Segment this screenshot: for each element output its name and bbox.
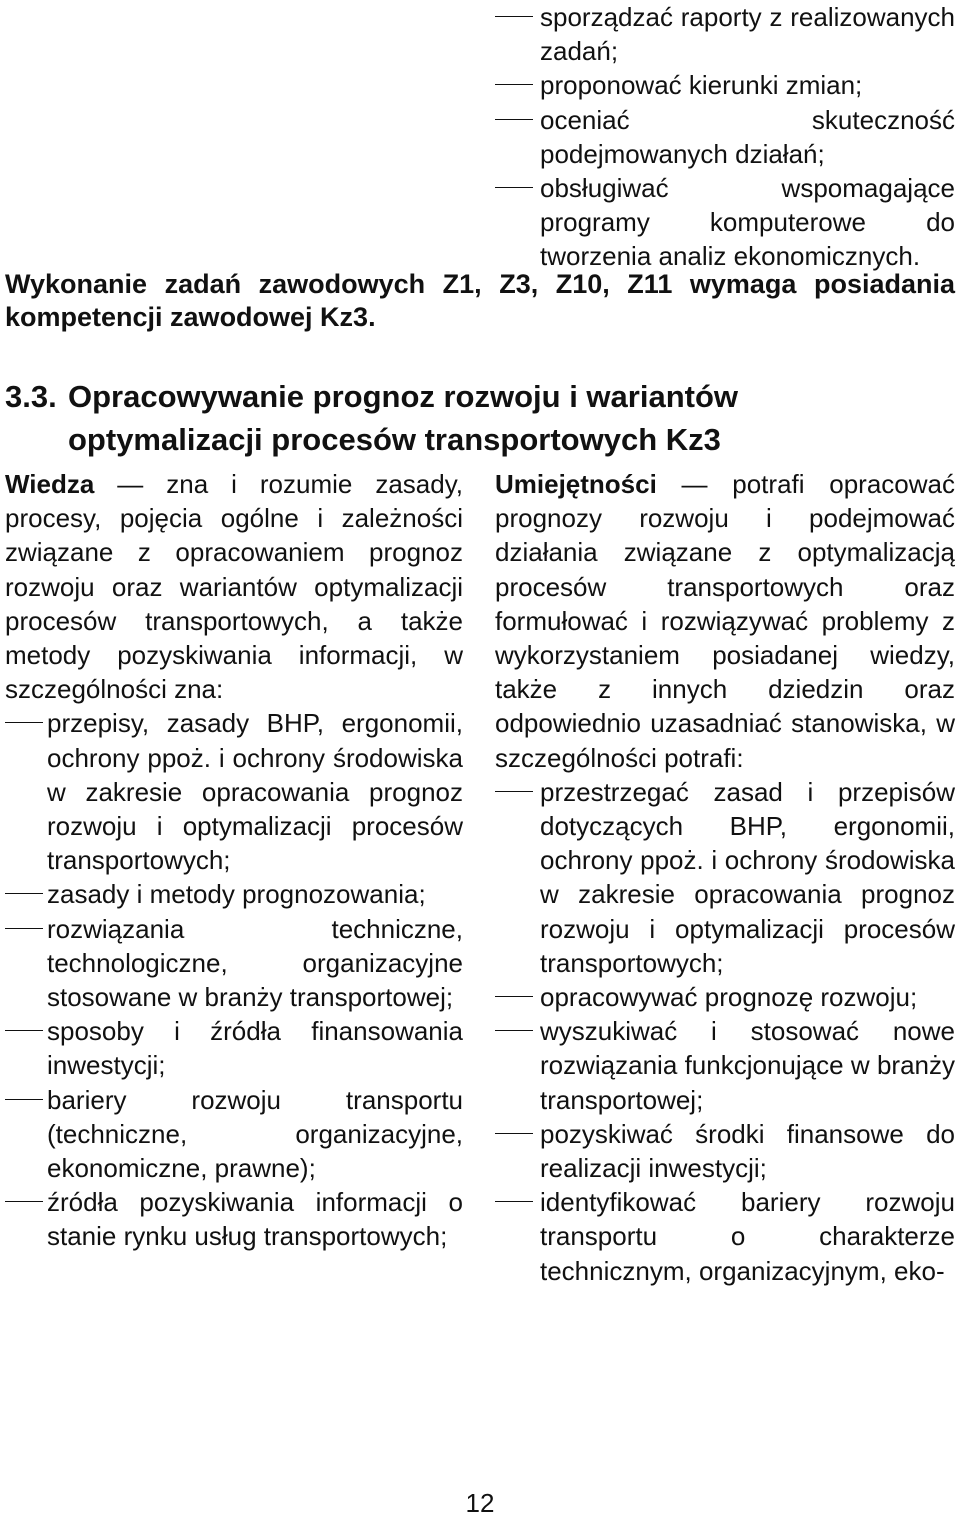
knowledge-label: Wiedza [5,469,95,499]
dash-bullet [5,1030,43,1031]
skills-column [495,467,955,1288]
dash-bullet [5,928,43,929]
top-dash-list [495,0,955,274]
skills-list [495,775,955,1288]
dash-bullet [5,893,43,894]
list-item: przestrzegać zasad i przepisów dotyczących BHP, ergonomii, ochrony ppoż. i ochrony środowiska w zakresie opracowania prognoz rozwoju i optymalizacji procesów transportowych; [495,775,955,980]
knowledge-column [5,467,463,1254]
section-title: Opracowywanie prognoz rozwoju i wariantów optymalizacji procesów transportowych Kz3 [68,379,739,457]
em-dash: — [94,469,167,499]
list-item: rozwiązania techniczne, technologiczne, organizacyjne stosowane w branży transportowej; [5,912,463,1015]
list-item: sporządzać raporty z realizowanych zadań; [495,0,955,68]
page-number: 12 [465,1488,495,1518]
dash-bullet [495,119,533,120]
dash-bullet [495,996,533,997]
dash-bullet [495,187,533,188]
list-item: sposoby i źródła finansowania inwestycji; [5,1014,463,1082]
knowledge-intro [5,467,463,706]
skills-label: Umiejętności [495,469,657,499]
list-item: obsługiwać wspomagające programy komputerowe do tworzenia analiz ekonomicznych. [495,171,955,274]
em-dash: — [656,469,733,499]
skills-intro-text: potrafi opracować prognozy rozwoju i podejmować działania związane z optymalizacją procesów transportowych oraz formułować i rozwiązywać problemy z wykorzystaniem posiadanej wiedzy, także z innych dziedzin oraz odpowiednio uzasadniać stanowiska, w szczególności potrafi: [495,469,955,773]
dash-bullet [5,1201,43,1202]
list-item: oceniać skuteczność podejmowanych działań; [495,103,955,171]
section-number: 3.3. [5,379,57,414]
knowledge-intro-text: zna i rozumie zasady, procesy, pojęcia ogólne i zależności związane z opracowaniem prognoz rozwoju oraz wariantów optymalizacji procesów transportowych, a także metody pozyskiwania informacji, w szczególności zna: [5,469,464,705]
dash-bullet [495,791,533,792]
list-item: zasady i metody prognozowania; [5,877,463,911]
dash-bullet [495,16,533,17]
list-item: wyszukiwać i stosować nowe rozwiązania funkcjonujące w branży transportowej; [495,1014,955,1117]
list-item: bariery rozwoju transportu (techniczne, organizacyjne, ekonomiczne, prawne); [5,1083,463,1186]
dash-bullet [5,1099,43,1100]
list-item: proponować kierunki zmian; [495,68,955,102]
list-item: opracowywać prognozę rozwoju; [495,980,955,1014]
dash-bullet [495,1133,533,1134]
dash-bullet [5,722,43,723]
list-item: źródła pozyskiwania informacji o stanie rynku usług transportowych; [5,1185,463,1253]
dash-bullet [495,1030,533,1031]
list-item: pozyskiwać środki finansowe do realizacji inwestycji; [495,1117,955,1185]
dash-bullet [495,84,533,85]
requirement-paragraph: Wykonanie zadań zawodowych Z1, Z3, Z10, Z11 wymaga posiadania kompetencji zawodowej Kz3. [5,269,955,332]
list-item: identyfikować bariery rozwoju transportu o charakterze technicznym, organizacyjnym, eko- [495,1185,955,1288]
skills-intro [495,467,955,775]
dash-bullet [495,1201,533,1202]
knowledge-list [5,706,463,1253]
list-item: przepisy, zasady BHP, ergonomii, ochrony ppoż. i ochrony środowiska w zakresie opracowania prognoz rozwoju i optymalizacji procesów transportowych; [5,706,463,877]
